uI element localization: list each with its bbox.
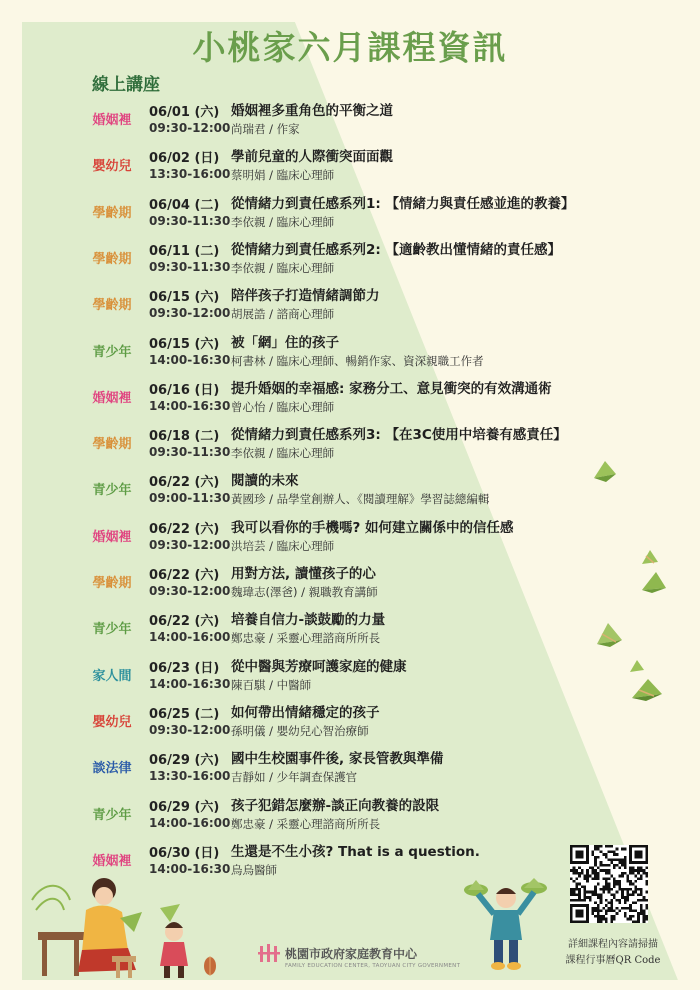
event-title: 學前兒童的人際衝突面面觀 [231, 149, 393, 166]
event-row [0, 374, 700, 420]
event-time: 14:00-16:30 [149, 398, 231, 413]
event-date: 06/15 (六) [149, 290, 220, 306]
event-time: 14:00-16:30 [149, 676, 231, 691]
zongzi-icon [630, 676, 664, 702]
event-row [0, 96, 700, 142]
event-time: 09:30-11:30 [149, 445, 231, 460]
section-heading: 線上講座 [92, 75, 160, 95]
event-time: 09:30-12:00 [149, 537, 231, 552]
event-speaker: 尚瑞君 / 作家 [231, 122, 300, 136]
event-date: 06/11 (二) [149, 243, 220, 259]
event-title: 從中醫與芳療呵護家庭的健康 [231, 658, 407, 675]
event-category: 談法律 [92, 761, 132, 777]
event-time: 14:00-16:00 [149, 630, 231, 645]
zongzi-icon [594, 620, 624, 648]
qr-note: 課程行事曆QR Code [565, 955, 661, 966]
organization-name: 桃園市政府家庭教育中心 [285, 947, 418, 961]
event-speaker: 黃國珍 / 品學堂創辦人、《閱讀理解》學習誌總編輯 [231, 492, 490, 507]
event-row [0, 235, 700, 281]
event-date: 06/29 (六) [149, 799, 220, 815]
event-speaker: 胡展誥 / 諮商心理師 [231, 307, 335, 322]
event-row [0, 559, 700, 605]
event-row [0, 142, 700, 188]
event-time: 09:30-11:30 [149, 213, 231, 228]
event-time: 14:00-16:00 [149, 815, 231, 830]
event-category: 學齡期 [92, 437, 132, 453]
event-title: 用對方法, 讀懂孩子的心 [231, 566, 376, 582]
event-row [0, 652, 700, 698]
event-row [0, 328, 700, 374]
event-row [0, 189, 700, 235]
event-date: 06/04 (二) [149, 197, 220, 213]
event-row [0, 513, 700, 559]
event-speaker: 陳百騏 / 中醫師 [231, 677, 312, 692]
event-title: 如何帶出情緒穩定的孩子 [231, 704, 380, 721]
event-date: 06/22 (六) [149, 521, 220, 537]
event-title: 生還是不生小孩? That is a question. [231, 843, 480, 860]
event-date: 06/16 (日) [149, 382, 220, 398]
event-category: 學齡期 [92, 251, 132, 267]
event-row [0, 791, 700, 837]
event-speaker: 李依親 / 臨床心理師 [231, 446, 335, 461]
event-title: 陪伴孩子打造情緒調節力 [231, 288, 380, 305]
event-row [0, 698, 700, 744]
event-date: 06/25 (二) [149, 706, 220, 722]
event-time: 14:00-16:30 [149, 861, 231, 876]
event-category: 婚姻裡 [92, 113, 132, 128]
event-title: 國中生校園事件後, 家長管教與準備 [231, 751, 444, 768]
zongzi-icon [640, 548, 660, 568]
event-category: 青少年 [92, 622, 132, 638]
event-category: 青少年 [92, 483, 132, 499]
event-category: 婚姻裡 [92, 390, 132, 406]
event-date: 06/22 (六) [149, 614, 220, 630]
event-speaker: 烏烏醫師 [231, 862, 277, 877]
event-time: 09:30-12:00 [149, 306, 231, 321]
event-title: 從情緒力到責任感系列1: 【情緒力與責任感並進的教養】 [231, 195, 575, 212]
event-speaker: 鄭忠豪 / 采靈心理諮商所所長 [231, 631, 381, 646]
event-category: 婚姻裡 [92, 529, 132, 545]
event-speaker: 洪培芸 / 臨床心理師 [231, 538, 335, 553]
event-speaker: 曾心怡 / 臨床心理師 [231, 399, 335, 414]
event-time: 09:30-11:30 [149, 259, 231, 274]
event-title: 我可以看你的手機嗎? 如何建立關係中的信任感 [231, 519, 514, 536]
event-speaker: 柯書林 / 臨床心理師、暢銷作家、資深親職工作者 [231, 353, 484, 368]
event-time: 09:30-12:00 [149, 722, 231, 737]
event-speaker: 李依親 / 臨床心理師 [231, 260, 335, 275]
event-date: 06/22 (六) [149, 475, 220, 491]
event-date: 06/01 (六) [149, 105, 220, 120]
qr-note: 詳細課程內容請掃描 [568, 939, 658, 950]
event-speaker: 孫明儀 / 嬰幼兒心智治療師 [231, 723, 369, 738]
page-title: 小桃家六月課程資訊 [192, 28, 508, 67]
mother-child-illustration [24, 870, 234, 982]
boy-with-zongzi-illustration [462, 868, 552, 972]
event-time: 14:00-16:30 [149, 352, 231, 367]
zongzi-icon [592, 458, 618, 484]
event-date: 06/15 (六) [149, 336, 220, 352]
event-time: 09:30-12:00 [149, 584, 231, 598]
event-title: 被「網」住的孩子 [231, 334, 339, 351]
event-title: 提升婚姻的幸福感: 家務分工、意見衝突的有效溝通術 [231, 380, 552, 397]
event-time: 13:30-16:00 [149, 769, 231, 784]
event-category: 學齡期 [92, 205, 132, 221]
event-date: 06/29 (六) [149, 753, 220, 769]
event-title: 閱讀的未來 [231, 473, 299, 490]
logo-icon [258, 942, 280, 964]
event-row [0, 281, 700, 327]
event-category: 婚姻裡 [92, 853, 132, 869]
event-time: 09:30-12:00 [149, 121, 231, 135]
event-category: 學齡期 [92, 576, 132, 591]
event-category: 家人間 [92, 668, 132, 684]
event-category: 學齡期 [92, 298, 132, 314]
event-time: 09:00-11:30 [149, 491, 231, 506]
organization-name-en: FAMILY EDUCATION CENTER, TAOYUAN CITY GOVERNMENT [285, 963, 461, 969]
qr-code-icon[interactable] [570, 845, 648, 923]
event-row [0, 744, 700, 790]
event-speaker: 吉靜如 / 少年調查保護官 [231, 770, 358, 785]
event-date: 06/02 (日) [149, 151, 220, 167]
event-category: 嬰幼兒 [92, 159, 132, 175]
event-category: 青少年 [92, 807, 132, 823]
event-speaker: 李依親 / 臨床心理師 [231, 214, 335, 229]
event-date: 06/18 (二) [149, 429, 220, 445]
event-date: 06/23 (日) [149, 660, 220, 676]
event-title: 培養自信力-談鼓勵的力量 [231, 612, 386, 629]
event-speaker: 鄭忠豪 / 采靈心理諮商所所長 [231, 816, 381, 831]
event-category: 青少年 [92, 344, 132, 360]
event-title: 孩子犯錯怎麼辦-談正向教養的設限 [231, 797, 440, 814]
zongzi-icon [628, 658, 646, 676]
event-title: 從情緒力到責任感系列2: 【適齡教出懂情緒的責任感】 [231, 241, 561, 258]
event-date: 06/30 (日) [149, 845, 220, 861]
event-speaker: 魏瑋志(澤爸) / 親職教育講師 [231, 585, 378, 599]
zongzi-icon [640, 570, 668, 594]
event-category: 嬰幼兒 [92, 714, 132, 730]
event-title: 婚姻裡多重角色的平衡之道 [231, 103, 393, 119]
event-speaker: 蔡明娟 / 臨床心理師 [231, 168, 335, 183]
event-title: 從情緒力到責任感系列3: 【在3C使用中培養有感責任】 [231, 427, 567, 444]
event-time: 13:30-16:00 [149, 167, 231, 182]
event-date: 06/22 (六) [149, 568, 220, 583]
